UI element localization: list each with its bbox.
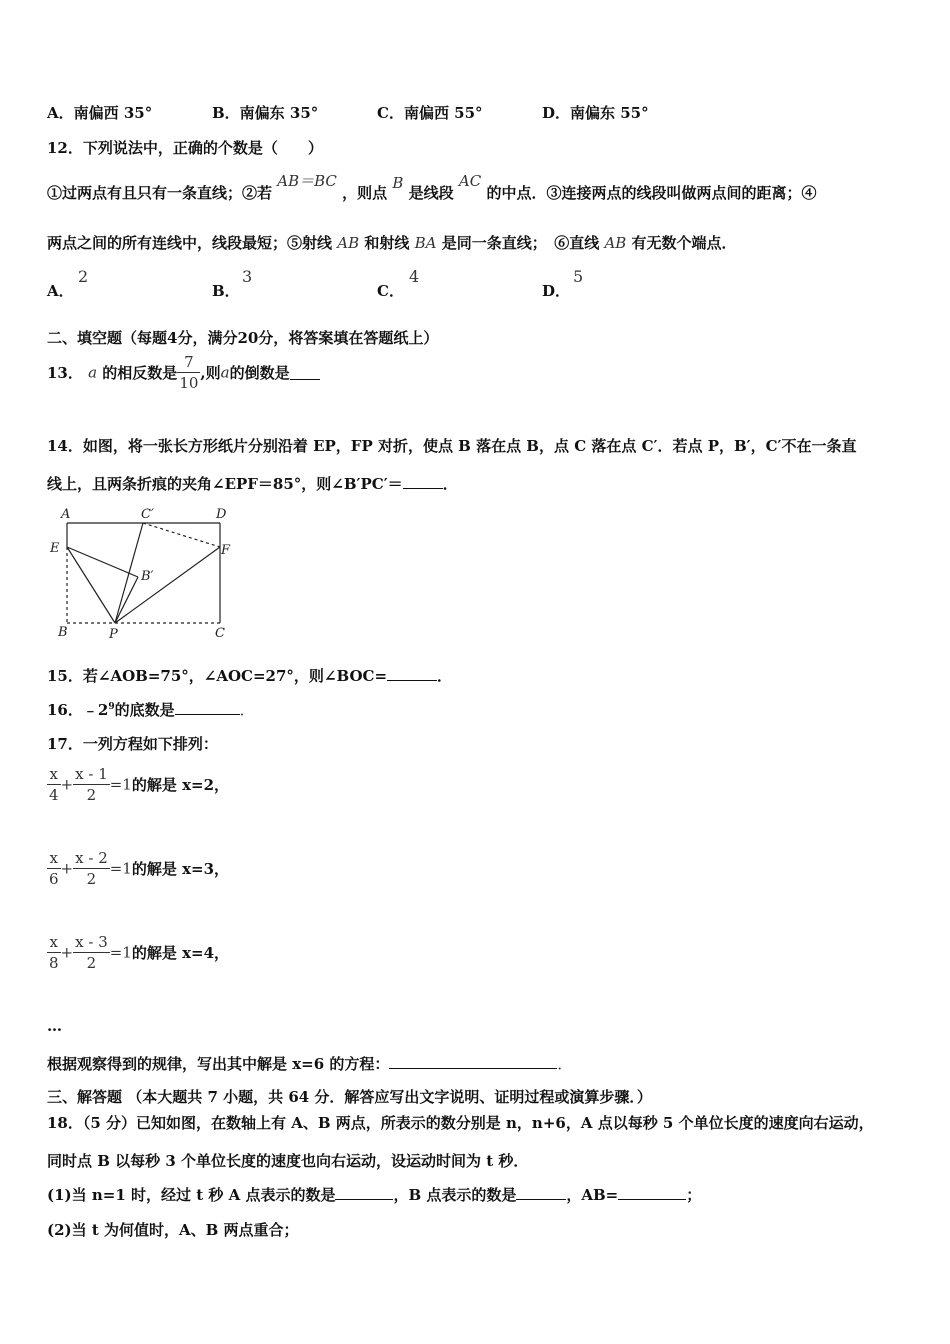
q18-line1: 18．（5 分）已知如图，在数轴上有 A、B 两点，所表示的数分别是 n，n+6，A 点以每秒 5 个单位长度的速度向右运动， <box>47 1114 874 1132</box>
q17-eq3-frac2 <box>73 932 110 973</box>
q12-point-b: B <box>392 174 404 192</box>
section2-heading: 二、填空题（每题4分，满分20分，将答案填在答题纸上） <box>47 329 439 347</box>
q13-fraction <box>177 352 200 393</box>
q18-p1a: (1)当 n=1 时，经过 t 秒 A 点表示的数是 <box>47 1186 336 1204</box>
q12-s2a: 两点之间的所有连线中，线段最短；⑤射线 <box>47 234 333 252</box>
q15-end: ． <box>437 667 453 685</box>
q17-eq1-n2: x - 1 <box>75 765 108 783</box>
q13-answer-blank <box>290 365 320 380</box>
section3-heading: 三、解答题 （本大题共 7 小题，共 64 分．解答应写出文字说明、证明过程或演算步骤．） <box>47 1088 652 1106</box>
fold-fp <box>115 547 220 623</box>
q14-line1: 14．如图，将一张长方形纸片分别沿着 EP，FP 对折，使点 B 落在点 B，点 C 落在点 C′．若点 P，B′，C′不在一条直 <box>47 437 857 455</box>
label-b-prime: B′ <box>141 569 154 584</box>
q17-eq2-d1: 6 <box>49 870 59 888</box>
q17-eq2-n1: x <box>47 848 61 869</box>
q17-equation-3 <box>47 932 229 973</box>
q17-eq2-d2: 2 <box>86 870 97 888</box>
q12-statement-line2 <box>47 232 737 253</box>
q18-p1c: ，AB= <box>566 1186 619 1204</box>
q12-option-a-value: 2 <box>78 267 89 286</box>
edge-c-prime-f-dashed <box>143 523 220 547</box>
q17-eq2-equals: =1 <box>109 859 132 878</box>
q17-eq3-n2: x - 3 <box>75 933 108 951</box>
q14-figure <box>45 502 245 642</box>
label-d: D <box>216 507 227 522</box>
q12-s1b: ，则点 <box>342 184 388 202</box>
q12-s2c: 是同一条直线； ⑥直线 <box>441 234 600 252</box>
q12-s2d: 有无数个端点． <box>631 234 737 252</box>
q12-option-a: A． <box>47 282 74 300</box>
q17-equation-2 <box>47 848 229 889</box>
q12-option-b: B． <box>212 282 240 300</box>
label-p: P <box>109 627 118 642</box>
q14-answer-blank <box>403 474 443 489</box>
q16-prefix: 16．﹣2 <box>47 701 109 719</box>
q12-ray-ab: AB <box>337 234 360 252</box>
q18-p1d: ； <box>686 1186 702 1204</box>
label-a: A <box>61 507 71 522</box>
q12-s1a: ①过两点有且只有一条直线；②若 <box>47 184 273 202</box>
edge-eb-prime <box>67 547 138 577</box>
q13-text3: 的倒数是 <box>229 364 290 382</box>
q12-s1c: 是线段 <box>408 184 454 202</box>
q17-eq3-frac1 <box>47 932 61 973</box>
q17-eq2-frac1 <box>47 848 61 889</box>
q17-eq1-d2: 2 <box>86 786 97 804</box>
q17-eq3-n1: x <box>47 932 61 953</box>
q17-eq1-plus: + <box>60 775 74 794</box>
q18-blank-ab <box>618 1185 686 1200</box>
q13-line <box>47 352 320 393</box>
q16-end: ． <box>239 701 255 719</box>
q13-prefix: 13． <box>47 364 83 382</box>
q13-var-a: a <box>88 363 98 382</box>
q18-part2: (2)当 t 为何值时，A、B 两点重合； <box>47 1221 299 1239</box>
q17-eq2-n2: x - 2 <box>75 849 108 867</box>
q17-eq3-equals: =1 <box>109 943 132 962</box>
q18-part1 <box>47 1184 701 1205</box>
q15-line <box>47 665 452 686</box>
q15-text: 15．若∠AOB=75°，∠AOC=27°，则∠BOC= <box>47 667 388 685</box>
q14-line2-text: 线上，且两条折痕的夹角∠EPF＝85°，则∠B′PC′＝ <box>47 475 403 493</box>
q17-eq1-equals: =1 <box>109 775 132 794</box>
fold-ep <box>67 547 115 623</box>
q13-text2: ,则 <box>200 364 221 382</box>
q18-blank-a <box>335 1185 393 1200</box>
q16-answer-blank <box>175 700 240 715</box>
q17-answer-blank <box>389 1054 557 1069</box>
q17-rule-line <box>47 1053 572 1074</box>
q12-option-d: D． <box>542 282 571 300</box>
q12-line-ab: AB <box>604 234 627 252</box>
q18-blank-b <box>516 1185 566 1200</box>
q17-eq3-solution: 的解是 x=4， <box>131 944 230 962</box>
q17-eq3-d1: 8 <box>49 954 59 972</box>
q12-ray-ba: BA <box>414 234 437 252</box>
label-c: C <box>215 626 225 641</box>
q12-s1d: 的中点．③连接两点的线段叫做两点间的距离；④ <box>486 184 817 202</box>
q17-eq3-plus: + <box>60 943 74 962</box>
label-e: E <box>50 541 60 556</box>
q17-stem: 17．一列方程如下排列： <box>47 735 218 753</box>
q16-text: 的底数是 <box>114 701 175 719</box>
q14-line2 <box>47 473 458 494</box>
q17-ellipsis: … <box>47 1017 62 1035</box>
q17-eq2-solution: 的解是 x=3， <box>131 860 230 878</box>
q14-end: ． <box>442 475 458 493</box>
q12-option-c: C． <box>377 282 404 300</box>
q18-p1b: ，B 点表示的数是 <box>393 1186 517 1204</box>
q12-statement-line1 <box>47 172 817 203</box>
q12-stem: 12．下列说法中，正确的个数是（ ） <box>47 139 323 157</box>
edge-pc-prime <box>115 523 143 623</box>
q16-line <box>47 699 255 720</box>
q11-option-a: A．南偏西 35° <box>47 104 153 122</box>
q11-option-c: C．南偏西 55° <box>377 104 483 122</box>
q13-text1: 的相反数是 <box>102 364 178 382</box>
q17-eq2-plus: + <box>60 859 74 878</box>
q17-end: ． <box>557 1055 573 1073</box>
q15-answer-blank <box>387 666 437 681</box>
q12-option-d-value: 5 <box>573 267 584 286</box>
q11-option-d: D．南偏东 55° <box>542 104 649 122</box>
q12-s2b: 和射线 <box>364 234 410 252</box>
q17-equation-1 <box>47 764 229 805</box>
q17-eq3-d2: 2 <box>86 954 97 972</box>
q11-option-b: B．南偏东 35° <box>212 104 319 122</box>
q13-var-a2: a <box>220 363 230 382</box>
q17-eq1-n1: x <box>47 764 61 785</box>
q16-exponent: 9 <box>108 702 115 712</box>
label-c-prime: C′ <box>141 507 154 522</box>
q17-eq1-frac1 <box>47 764 61 805</box>
q17-rule: 根据观察得到的规律，写出其中解是 x=6 的方程： <box>47 1055 390 1073</box>
q17-eq1-solution: 的解是 x=2， <box>131 776 230 794</box>
q17-eq1-d1: 4 <box>49 786 59 804</box>
label-b: B <box>58 625 68 640</box>
q13-frac-num: 7 <box>177 352 200 373</box>
q12-option-c-value: 4 <box>409 267 420 286</box>
q18-line2: 同时点 B 以每秒 3 个单位长度的速度也向右运动，设运动时间为 t 秒． <box>47 1152 529 1170</box>
q17-eq2-frac2 <box>73 848 110 889</box>
q13-frac-den: 10 <box>179 374 199 392</box>
q12-option-b-value: 3 <box>242 267 253 286</box>
q17-eq1-frac2 <box>73 764 110 805</box>
label-f: F <box>221 543 231 558</box>
q12-eq-ab-bc: AB＝BC <box>277 172 337 190</box>
q12-segment-ac: AC <box>458 172 482 190</box>
